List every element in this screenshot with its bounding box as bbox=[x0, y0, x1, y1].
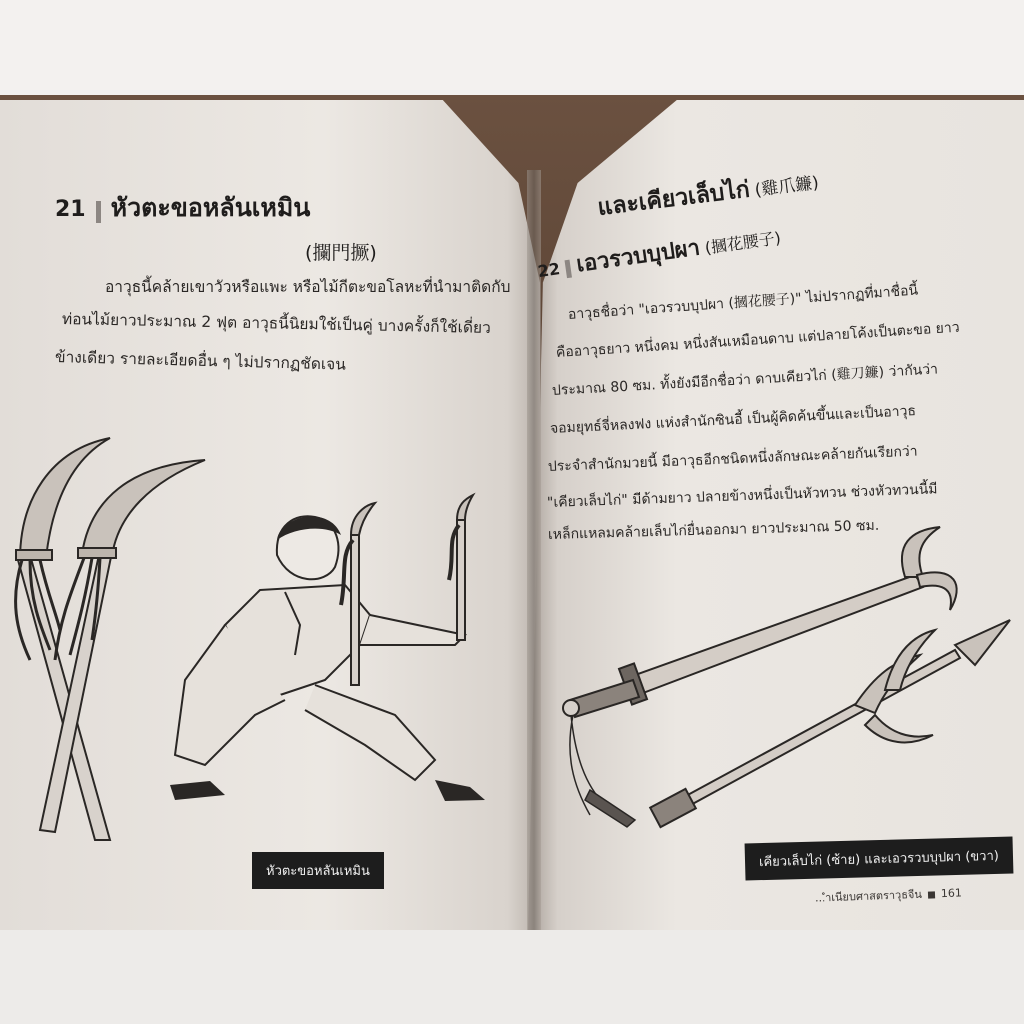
footer-book-title: ...ำเนียบศาสตราวุธจีน bbox=[814, 887, 923, 905]
left-section-number: 21 bbox=[55, 197, 86, 222]
left-body-line-2: ท่อนไม้ยาวประมาณ 2 ฟุต อาวุธนี้นิยมใช้เป็นคู่ บางครั้งก็ใช้เดี่ยว bbox=[61, 310, 491, 337]
right-caption: เคียวเล็บไก่ (ซ้าย) และเอวรวบบุปผา (ขวา) bbox=[745, 837, 1014, 881]
right-body-line-1: อาวุธชื่อว่า "เอวรวบบุปผา (摑花腰子)" ไม่ปรากฏที่มาชื่อนี้ bbox=[567, 282, 919, 323]
hook-weapons-illustration bbox=[555, 525, 1015, 835]
right-body-line-5: ประจำสำนักมวยนี้ มีอาวุธอีกชนิดหนึ่งลักษณะคล้ายกันเรียกว่า bbox=[547, 443, 918, 475]
right-body-line-3: ประมาณ 80 ซม. ทั้งยังมีอีกชื่อว่า ดาบเคียวไก่ (雞刀鐮) ว่ากันว่า bbox=[551, 361, 939, 399]
left-title-cjk: (攔門撅) bbox=[305, 242, 377, 264]
right-body-line-4: จอมยุทธ์จี่หลงฟง แห่งสำนักซินอี้ เป็นผู้คิดค้นขึ้นและเป็นอาวุธ bbox=[549, 403, 917, 437]
page-number: 161 bbox=[940, 886, 963, 901]
right-title-mid: และเคียวเล็บไก่ bbox=[596, 176, 752, 222]
right-body-line-7: เหล็กแหลมคล้ายเล็บไก่ยื่นออกมา ยาวประมาณ 50 ซม. bbox=[547, 517, 880, 543]
left-body-line-1: อาวุธนี้คล้ายเขาวัวหรือแพะ หรือไม้กีตะขอโลหะที่นำมาติดกับ bbox=[105, 278, 511, 296]
background-wall bbox=[0, 0, 1024, 100]
footer-square-icon bbox=[928, 891, 935, 898]
right-section-number: 22 bbox=[536, 259, 562, 282]
right-title-cjk-1: (摑花腰子) bbox=[703, 228, 783, 258]
left-body-line-3: ข้างเดียว รายละเอียดอื่น ๆ ไม่ปรากฏชัดเจน bbox=[54, 348, 347, 374]
left-heading bbox=[55, 188, 310, 228]
right-body-line-2: คืออาวุธยาว หนึ่งคม หนึ่งสันเหมือนดาบ แต่ปลายโค้งเป็นตะขอ ยาว bbox=[555, 319, 961, 361]
heading-divider bbox=[565, 259, 572, 278]
right-title: เอวรวบบุปผา bbox=[574, 235, 702, 278]
right-title-cjk-2: (雞爪鐮) bbox=[753, 173, 820, 201]
heading-divider bbox=[96, 201, 101, 223]
left-caption: หัวตะขอหลันเหมิน bbox=[252, 852, 384, 889]
background-surface bbox=[0, 925, 1024, 1024]
left-title: หัวตะขอหลันเหมิน bbox=[110, 193, 311, 222]
martial-artist-illustration bbox=[165, 495, 505, 815]
right-body-line-6: "เคียวเล็บไก่" มีด้ามยาว ปลายข้างหนึ่งเป็นหัวทวน ช่วงหัวทวนนี้มี bbox=[546, 481, 938, 511]
